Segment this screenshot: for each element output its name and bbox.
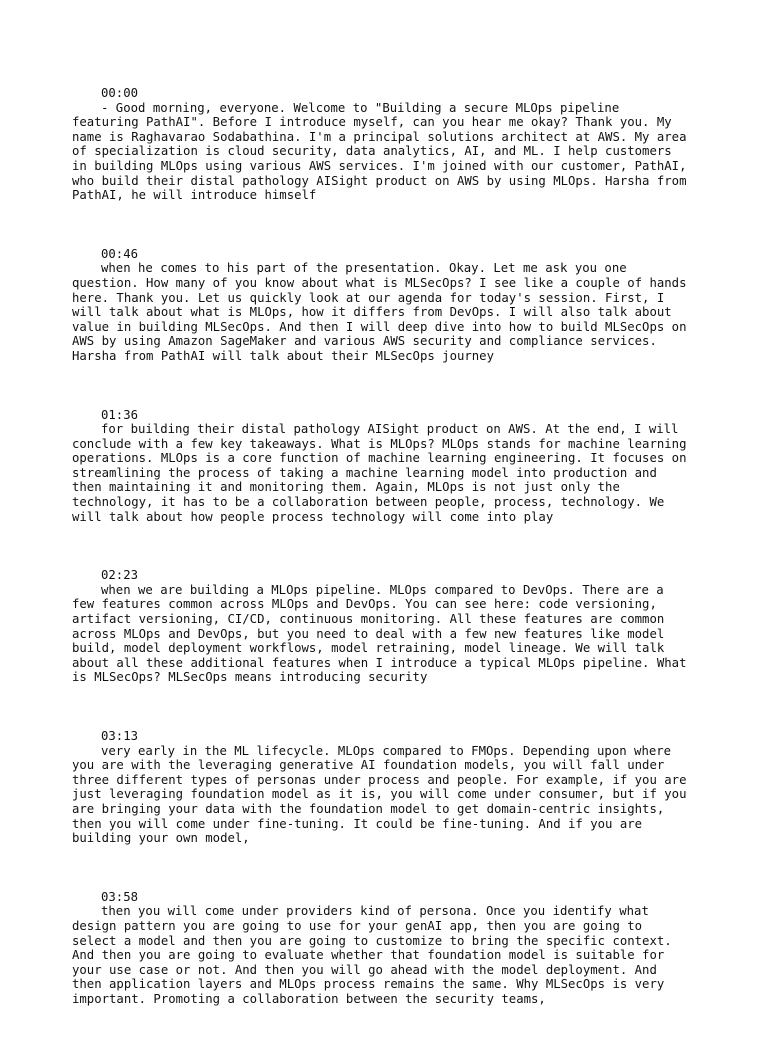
segment-timestamp: 03:58 (101, 889, 139, 904)
segment-text: when we are building a MLOps pipeline. MLOps compared to DevOps. There are a few features common across MLOps and DevOps. You can see here: code versioning, artifact versioning, CI/CD, continuous monitoring. All these features are common across MLOps and DevOps, but you need to deal with a few new features like model build, model deployment workflows, model retraining, model lineage. We will talk about all these additional features when I introduce a typical MLOps pipeline. What is MLSecOps? MLSecOps means introducing security (72, 582, 687, 685)
transcript-segment (72, 568, 702, 685)
transcript-segment (72, 408, 702, 525)
transcript-segment (72, 729, 702, 846)
segment-timestamp: 03:13 (101, 729, 139, 743)
segment-timestamp: 01:36 (101, 407, 139, 422)
transcript (72, 86, 702, 1051)
segment-text: - Good morning, everyone. Welcome to "Building a secure MLOps pipeline featuring PathAI". Before I introduce myself, can you hear me okay? Thank you. My name is Raghavarao Sodabathina. I'm a principal solutions architect at AWS. My area of specialization is cloud security, data analytics, AI, and ML. I help customers in building MLOps using various AWS services. I'm joined with our customer, PathAI, who build their distal pathology AISight product on AWS by using MLOps. Harsha from PathAI, he will introduce himself (72, 100, 687, 203)
transcript-segment (72, 890, 702, 1007)
segment-text: for building their distal pathology AISight product on AWS. At the end, I will conclude with a few key takeaways. What is MLOps? MLOps stands for machine learning operations. MLOps is a core function of machine learning engineering. It focuses on streamlining the process of taking a machine learning model into production and then maintaining it and monitoring them. Again, MLOps is not just only the technology, it has to be a collaboration between people, process, technology. We will talk about how people process technology will come into play (72, 422, 687, 524)
segment-timestamp: 00:46 (101, 246, 139, 261)
segment-text: when he comes to his part of the presentation. Okay. Let me ask you one question. How many of you know about what is MLSecOps? I see like a couple of hands here. Thank you. Let us quickly look at our agenda for today's session. First, I will talk about what is MLOps, how it differs from DevOps. I will also talk about value in building MLSecOps. And then I will deep dive into how to build MLSecOps on AWS by using Amazon SageMaker and various AWS security and compliance services. Harsha from PathAI will talk about their MLSecOps journey (72, 261, 687, 363)
segment-text: then you will come under providers kind of persona. Once you identify what design pattern you are going to use for your genAI app, then you are going to select a model and then you are going to customize to bring the specific context. And then you are going to evaluate whether that foundation model is suitable for your use case or not. And then you will go ahead with the model deployment. And then application layers and MLOps process remains the same. Why MLSecOps is very important. Promoting a collaboration between the security teams, (72, 904, 672, 1006)
segment-text: very early in the ML lifecycle. MLOps compared to FMOps. Depending upon where you are with the leveraging generative AI foundation models, you will fall under three different types of personas under process and people. For example, if you are just leveraging foundation model as it is, you will come under consumer, but if you are bringing your data with the foundation model to get domain-centric insights, then you will come under fine-tuning. It could be fine-tuning. And if you are building your own model, (72, 743, 687, 846)
transcript-segment (72, 86, 702, 203)
segment-timestamp: 02:23 (101, 568, 139, 583)
segment-timestamp: 00:00 (101, 86, 139, 100)
transcript-segment (72, 247, 702, 364)
